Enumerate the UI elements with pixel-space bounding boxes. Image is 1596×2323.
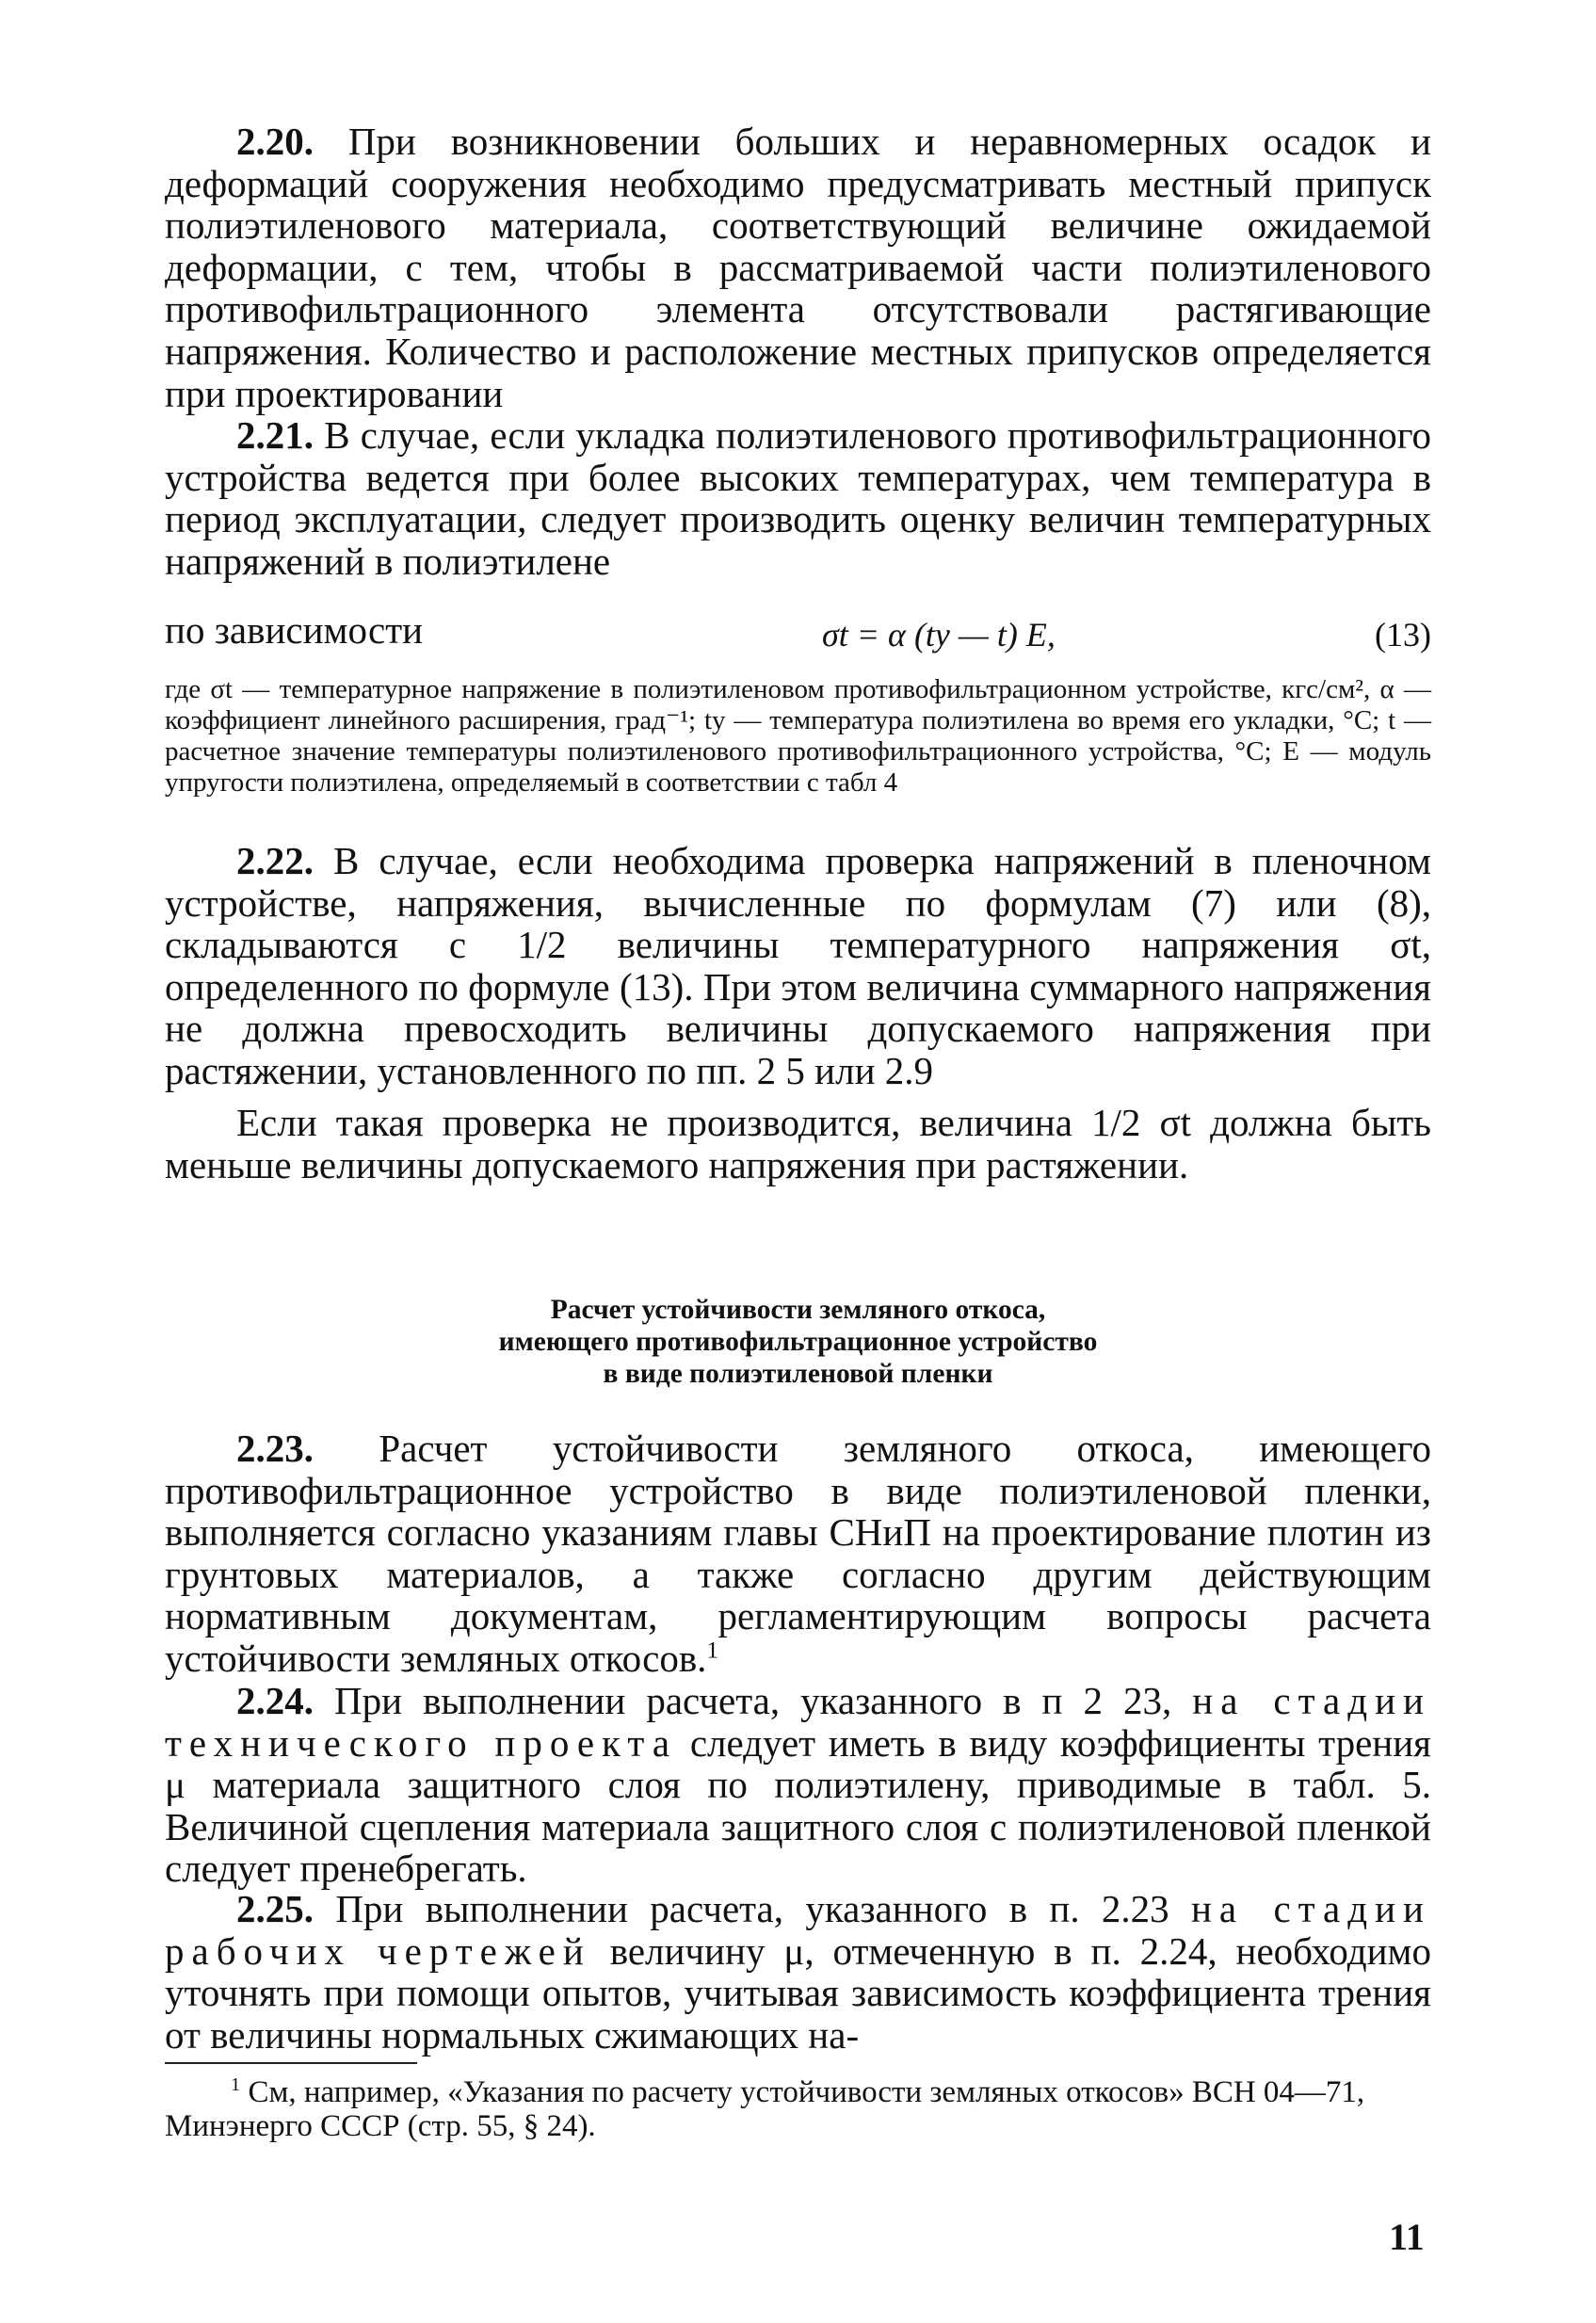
formula-legend bbox=[165, 674, 1431, 799]
paragraph-text: следует иметь в виду коэффициенты трения μ материала защитного слоя по полиэтилену, приводимые в табл. 5. Величиной сцепления материала защитного слоя с полиэтиленовой пленкой следует пренебрегать. bbox=[165, 1720, 1432, 1891]
spaced-emphasis: на стадии рабочих чертежей bbox=[165, 1887, 1431, 1973]
paragraph-text: При выполнении расчета, указанного в п 2 23, bbox=[334, 1679, 1172, 1722]
heading-line-2: имеющего противофильтрационное устройство bbox=[498, 1327, 1098, 1357]
page-number: 11 bbox=[1389, 2216, 1425, 2258]
formula-number: (13) bbox=[1375, 616, 1431, 653]
paragraph-2-21 bbox=[165, 414, 1431, 582]
paragraph-number: 2.22. bbox=[236, 839, 314, 882]
paragraph-number: 2.21. bbox=[236, 413, 314, 457]
heading-line-3: в виде полиэтиленовой пленки bbox=[603, 1359, 993, 1389]
spaced-emphasis: на стадии технического проекта bbox=[165, 1679, 1431, 1765]
formula-13 bbox=[165, 608, 1431, 656]
section-heading bbox=[165, 1294, 1431, 1390]
paragraph-text: При возникновении больших и неравномерных осадок и деформаций сооружения необходимо предусматривать местный припуск полиэтиленового материала, соответствующий величине ожидаемой деформации, с тем, чтобы в рассматриваемой части полиэтиленового противофильтрационного элемента отсутствовали растягивающие напряжения. Количество и расположение местных припусков определяется при проектировании bbox=[165, 120, 1431, 415]
paragraph-text: В случае, если необходима проверка напряжений в пленочном устройстве, напряжения, вычисленные по формулам (7) или (8), складываются с 1/2 величины температурного напряжения σt, определенного по формуле (13). При этом величина суммарного напряжения не должна превосходить величины допускаемого напряжения при растяжении, установленного по пп. 2 5 или 2.9 bbox=[165, 839, 1432, 1092]
paragraph-2-23 bbox=[165, 1428, 1431, 1680]
paragraph-2-22-continued bbox=[165, 1102, 1431, 1186]
paragraph-number: 2.24. bbox=[236, 1679, 314, 1722]
formula-lead: по зависимости bbox=[165, 608, 424, 652]
paragraph-2-24 bbox=[165, 1680, 1431, 1890]
footnote-reference: 1 bbox=[706, 1637, 719, 1664]
formula-expression: σt = α (ty — t) E, bbox=[822, 616, 1056, 653]
paragraph-number: 2.23. bbox=[236, 1427, 314, 1470]
paragraph-text: В случае, если укладка полиэтиленового противофильтрационного устройства ведется при более высоких температурах, чем температура в период эксплуатации, следует производить оценку величин температурных напряжений в полиэтилене bbox=[165, 413, 1431, 583]
paragraph-text: Если такая проверка не производится, величина 1/2 σt должна быть меньше величины допускаемого напряжения при растяжении. bbox=[165, 1101, 1431, 1186]
paragraph-number: 2.25. bbox=[236, 1887, 314, 1930]
paragraph-number: 2.20. bbox=[236, 120, 314, 163]
paragraph-text: При выполнении расчета, указанного в п. 2.23 bbox=[335, 1887, 1169, 1930]
legend-text: где σt — температурное напряжение в полиэтиленовом противофильтрационном устройстве, кгс/см², α — коэффициент линейного расширения, град⁻¹; ty — температура полиэтилена во время его укладки, °С; t — расчетное значение температуры полиэтиленового противофильтрационного устройства, °С; E — модуль упругости полиэтилена, определяемый в соответствии с табл 4 bbox=[165, 674, 1431, 798]
paragraph-2-22 bbox=[165, 840, 1431, 1092]
paragraph-text: Расчет устойчивости земляного откоса, имеющего противофильтрационное устройство в виде полиэтиленовой пленки, выполняется согласно указаниям главы СНиП на проектирование плотин из грунтовых материалов, а также согласно другим действующим нормативным документам, регламентирующим вопросы расчета устойчивости земляных откосов. bbox=[165, 1427, 1432, 1680]
heading-line-1: Расчет устойчивости земляного откоса, bbox=[550, 1295, 1046, 1325]
footnote-text: См, например, «Указания по расчету устойчивости земляных откосов» ВСН 04—71, Минэнерго СССР (стр. 55, § 24). bbox=[165, 2075, 1365, 2143]
paragraph-2-20 bbox=[165, 121, 1431, 414]
paragraph-2-25 bbox=[165, 1888, 1431, 2056]
footnote-divider bbox=[165, 2062, 417, 2064]
footnote bbox=[165, 2075, 1431, 2143]
paragraph-text: величину μ, отмеченную в п. 2.24, необходимо уточнять при помощи опытов, учитывая зависимость коэффициента трения от величины нормальных сжимающих на- bbox=[165, 1928, 1431, 2057]
footnote-mark: 1 bbox=[231, 2074, 241, 2095]
